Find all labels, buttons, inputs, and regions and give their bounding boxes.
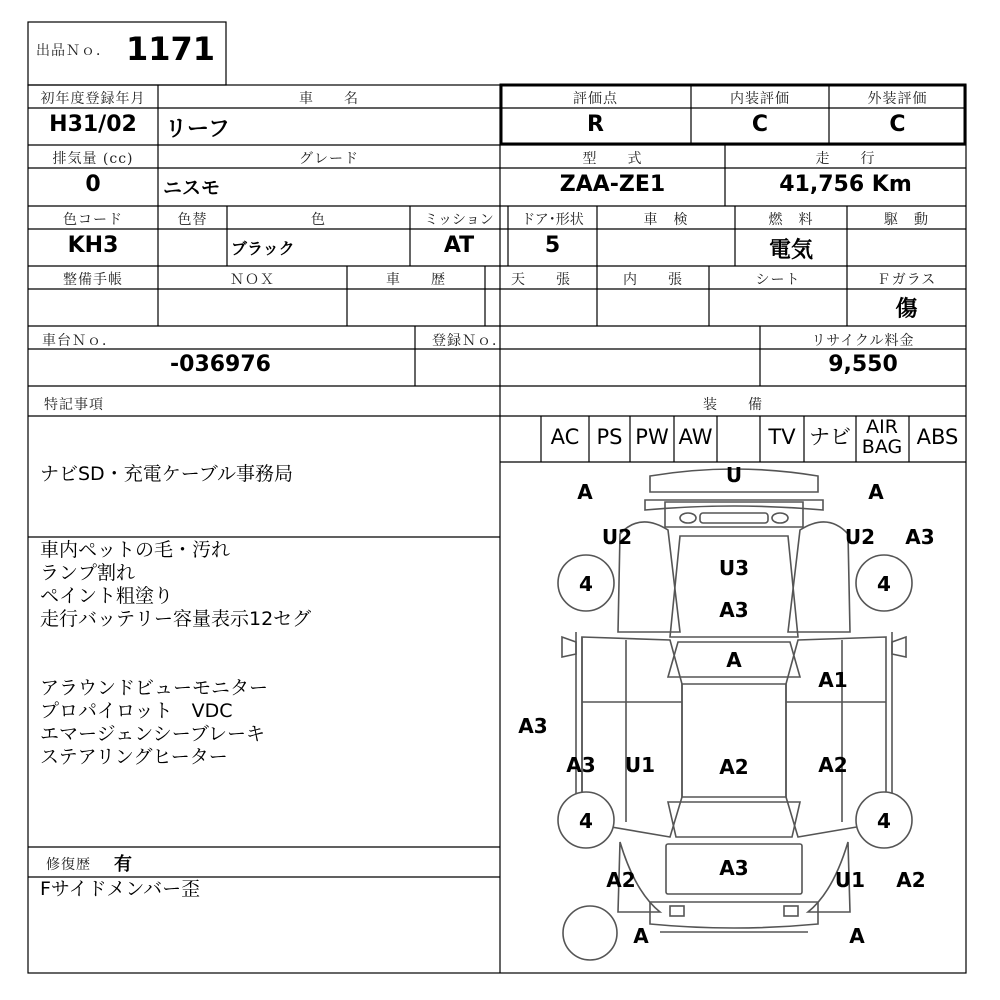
nox-label: ＮＯＸ: [230, 272, 275, 288]
recycle-value: 9,550: [828, 352, 898, 377]
fuel-value: 電気: [768, 238, 813, 263]
tire-rl-value: 4: [579, 809, 593, 833]
fglass-label: Ｆガラス: [876, 272, 937, 288]
mark-right-headlight: A3: [905, 525, 935, 549]
door-shape-value: 5: [544, 233, 561, 258]
displacement-label: 排気量 (cc): [52, 151, 134, 167]
mileage-label: 走 行: [815, 151, 876, 167]
lot-number: 1171: [126, 30, 216, 68]
first-reg-value: H31/02: [49, 112, 137, 137]
color-code-value: KH3: [67, 233, 119, 258]
chassis-value: -036976: [170, 352, 271, 377]
mark-right-front-door: A1: [818, 668, 848, 692]
car-name-value: リーフ: [165, 117, 230, 142]
tire-fr-value: 4: [877, 572, 891, 596]
tire-fl-value: 4: [579, 572, 593, 596]
repair-value: 有: [114, 854, 132, 875]
repaint-label: 色替: [177, 212, 208, 228]
equip-airbag: AIR BAG: [861, 416, 903, 458]
inspection-label: 車 検: [643, 212, 689, 228]
transmission-value: AT: [443, 233, 475, 258]
spare-tire: [563, 906, 617, 960]
mark-front-right-fender: U2: [844, 525, 876, 549]
grade-value: ニスモ: [163, 177, 221, 199]
roof-label: 天 張: [511, 272, 571, 288]
mark-trunk: A3: [719, 856, 749, 880]
option-note-2: プロパイロット VDC: [40, 700, 233, 722]
mark-front-left-corner: A: [577, 480, 593, 504]
equip-ac: AC: [550, 425, 580, 449]
option-note-1: アラウンドビューモニター: [40, 677, 269, 699]
color-code-label: 色コード: [63, 212, 123, 228]
repair-detail: Fサイドメンバー歪: [40, 878, 201, 900]
interior-label: 内装評価: [730, 91, 790, 107]
displacement-value: 0: [85, 172, 101, 197]
option-note-4: ステアリングヒーター: [40, 746, 228, 768]
door-shape-label: ドア･形状: [521, 212, 584, 228]
condition-note-1: 車内ペットの毛・汚れ: [40, 539, 231, 561]
equip-ps: PS: [596, 425, 623, 449]
mark-hood-1: U3: [718, 556, 750, 580]
reg-no-label: 登録Ｎｏ．: [432, 333, 507, 349]
exterior-label: 外装評価: [867, 91, 928, 107]
mark-roof: A2: [719, 755, 749, 779]
recycle-label: リサイクル料金: [811, 333, 915, 349]
history-label: 車 歴: [386, 272, 446, 288]
lot-label: 出品Ｎｏ．: [36, 43, 111, 59]
mark-right-taillight: A2: [896, 868, 926, 892]
equipment-label: 装 備: [703, 397, 763, 413]
model-label: 型 式: [582, 151, 643, 167]
mark-front-right-corner: A: [868, 480, 884, 504]
interior-value: C: [751, 112, 769, 137]
mark-rear-left-fender: A2: [606, 868, 636, 892]
equip-navi: ナビ: [809, 425, 851, 449]
condition-note-4: 走行バッテリー容量表示12セグ: [40, 608, 312, 630]
condition-note-2: ランプ割れ: [40, 562, 136, 584]
mark-hood-2: A3: [719, 598, 749, 622]
tire-rr-value: 4: [877, 809, 891, 833]
mark-front-left-fender: U2: [601, 525, 633, 549]
car-name-label: 車 名: [299, 91, 359, 107]
equip-aw: AW: [678, 425, 713, 449]
first-reg-label: 初年度登録年月: [40, 91, 146, 107]
fuel-label: 燃 料: [768, 212, 814, 228]
drive-label: 駆 動: [884, 212, 929, 228]
mark-left-rear-door: A3: [566, 753, 596, 777]
mark-rear-right-fender: U1: [834, 868, 866, 892]
equip-abs: ABS: [916, 425, 959, 449]
mark-rear-bumper-left: A: [633, 924, 649, 948]
maintenance-label: 整備手帳: [63, 272, 123, 288]
option-note-3: エマージェンシーブレーキ: [40, 723, 266, 745]
fglass-value: 傷: [895, 297, 918, 322]
mark-rear-bumper-right: A: [849, 924, 865, 948]
chassis-label: 車台Ｎｏ．: [42, 333, 117, 349]
exterior-value: C: [889, 112, 906, 137]
transmission-label: ミッション: [424, 212, 494, 228]
score-label: 評価点: [573, 91, 618, 107]
equip-pw: PW: [635, 425, 669, 449]
remarks-label: 特記事項: [44, 397, 104, 413]
repair-label: 修復歴: [46, 857, 91, 873]
mark-left-rear-pillar: U1: [624, 753, 656, 777]
color-label: 色: [311, 212, 326, 228]
mark-left-side: A3: [518, 714, 548, 738]
condition-note-3: ペイント粗塗り: [40, 585, 174, 607]
mileage-value: 41,756 Km: [779, 172, 912, 197]
score-value: R: [587, 112, 604, 137]
grade-label: グレード: [299, 151, 359, 167]
mark-windshield: A: [726, 648, 742, 672]
mark-front-bumper: U: [725, 463, 743, 487]
color-value: ブラック: [231, 239, 295, 258]
mark-right-rear-door: A2: [818, 753, 848, 777]
model-value: ZAA-ZE1: [559, 172, 666, 197]
inner-trim-label: 内 張: [623, 272, 683, 288]
equip-tv: TV: [768, 425, 796, 449]
seat-label: シート: [755, 272, 801, 288]
main-note: ナビSD・充電ケーブル事務局: [40, 463, 293, 485]
